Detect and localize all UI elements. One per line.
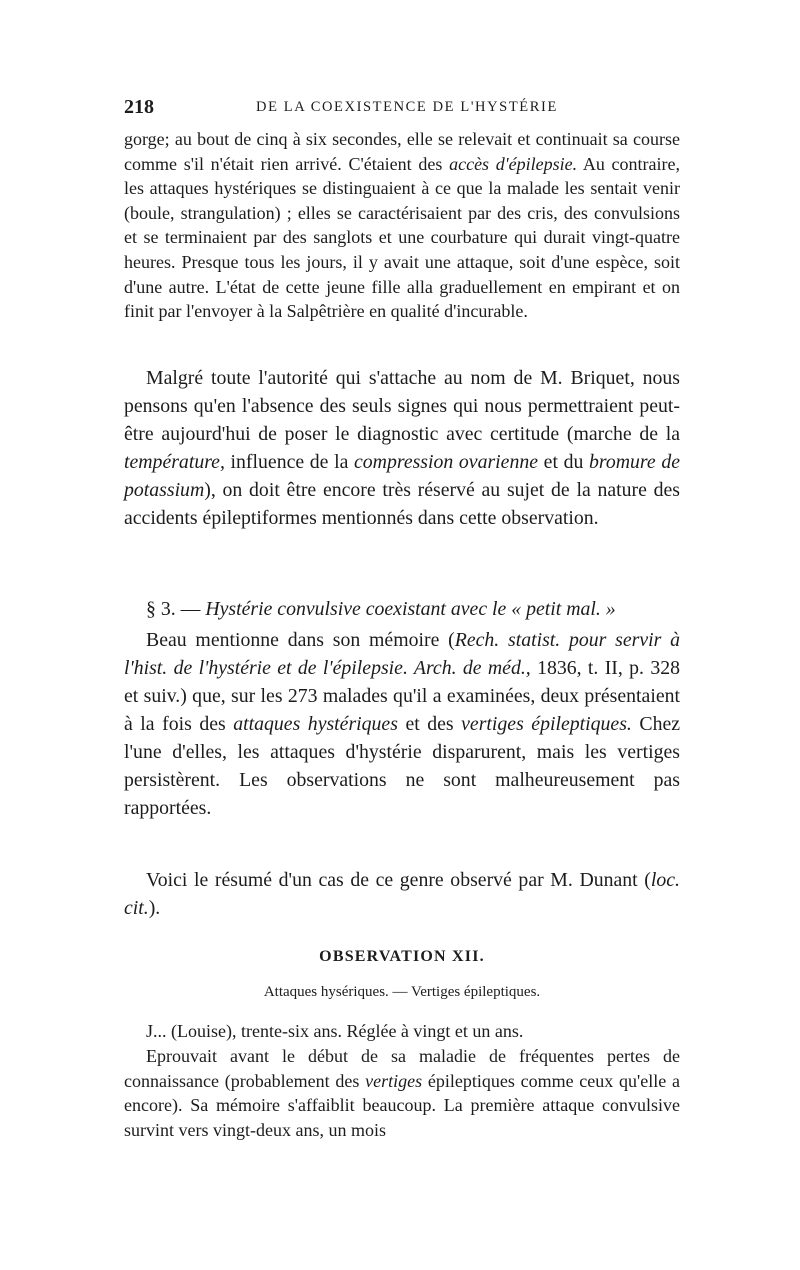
section-heading: [146, 598, 686, 621]
text-run-italic: vertiges: [365, 1070, 423, 1091]
observation-subtitle: Attaques hysériques. — Vertiges épileptiques.: [263, 984, 541, 1000]
text-run-italic: Rech. statist. pour servir à l'hist. de l'hystérie et de l'épilepsie. Arch. de méd.,: [124, 629, 680, 679]
text-run: et du: [538, 451, 590, 473]
paragraph-1: [124, 127, 680, 324]
page-number: 218: [124, 96, 154, 118]
page-header: [124, 96, 680, 122]
text-run: J... (Louise), trente-six ans. Réglée à vingt et un ans.: [146, 1021, 524, 1041]
text-run: Beau mentionne dans son mémoire (: [146, 629, 455, 651]
paragraph-6: [124, 1044, 680, 1142]
text-run-italic: bromure de potassium: [124, 451, 680, 501]
text-run: épileptiques comme ceux qu'elle a encore). Sa mémoire s'affaiblit beaucoup. La première attaque convulsive survint vers vingt-deux ans, un mois: [124, 1070, 680, 1140]
text-run: ), on doit être encore très réservé au sujet de la nature des accidents épileptiformes mentionnés dans cette observation.: [124, 479, 680, 529]
text-run: gorge; au bout de cinq à six secondes, elle se relevait et continuait sa course comme s'il n'était rien arrivé. C'étaient des: [124, 129, 680, 174]
text-run-italic: accès d'épilepsie.: [449, 153, 578, 174]
section-number: § 3. —: [146, 598, 206, 620]
text-run: ).: [148, 897, 161, 919]
text-run-italic: loc. cit.: [124, 869, 680, 919]
observation-title: OBSERVATION XII.: [319, 948, 485, 965]
paragraph-2: [124, 364, 680, 532]
text-run: Eprouvait avant le début de sa maladie de fréquentes pertes de connaissance (probablement des: [124, 1046, 680, 1091]
running-title: DE LA COEXISTENCE DE L'HYSTÉRIE: [256, 99, 558, 115]
text-run: Voici le résumé d'un cas de ce genre observé par M. Dunant (: [146, 869, 651, 891]
text-run-italic: température,: [124, 451, 225, 473]
text-run: et des: [397, 713, 462, 735]
text-run-italic: compression ovarienne: [354, 451, 539, 473]
text-run-italic: attaques hystériques: [233, 713, 398, 735]
text-run: influence de la: [224, 451, 355, 473]
text-run-italic: vertiges épileptiques.: [461, 713, 632, 735]
text-run: Chez l'une d'elles, les attaques d'hystérie disparurent, mais les vertiges persistèrent. Les observations ne sont malheureusement pas rapportées.: [124, 713, 681, 819]
paragraph-3: [124, 626, 680, 822]
paragraph-4: [124, 866, 680, 922]
paragraph-5: [124, 1019, 680, 1044]
text-run: Malgré toute l'autorité qui s'attache au nom de M. Briquet, nous pensons qu'en l'absence des seuls signes qui nous permettraient peut-être aujourd'hui de poser le diagnostic avec certitude (marche de la: [124, 367, 680, 445]
section-title: Hystérie convulsive coexistant avec le « petit mal. »: [205, 598, 616, 620]
text-run: Au contraire, les attaques hystériques se distinguaient à ce que la malade les sentait venir (boule, strangulation) ; elles se caractérisaient par des cris, des convulsions et se terminaient par des sanglots et une courbature qui durait vingt-quatre heures. Presque tous les jours, il y avait une attaque, soit d'une espèce, soit d'une autre. L'état de cette jeune fille alla graduellement en empirant et on finit par l'envoyer à la Salpêtrière en qualité d'incurable.: [124, 153, 680, 322]
text-run: 1836, t. II, p. 328 et suiv.) que, sur les 273 malades qu'il a examinées, deux présentaient à la fois des: [124, 657, 681, 735]
